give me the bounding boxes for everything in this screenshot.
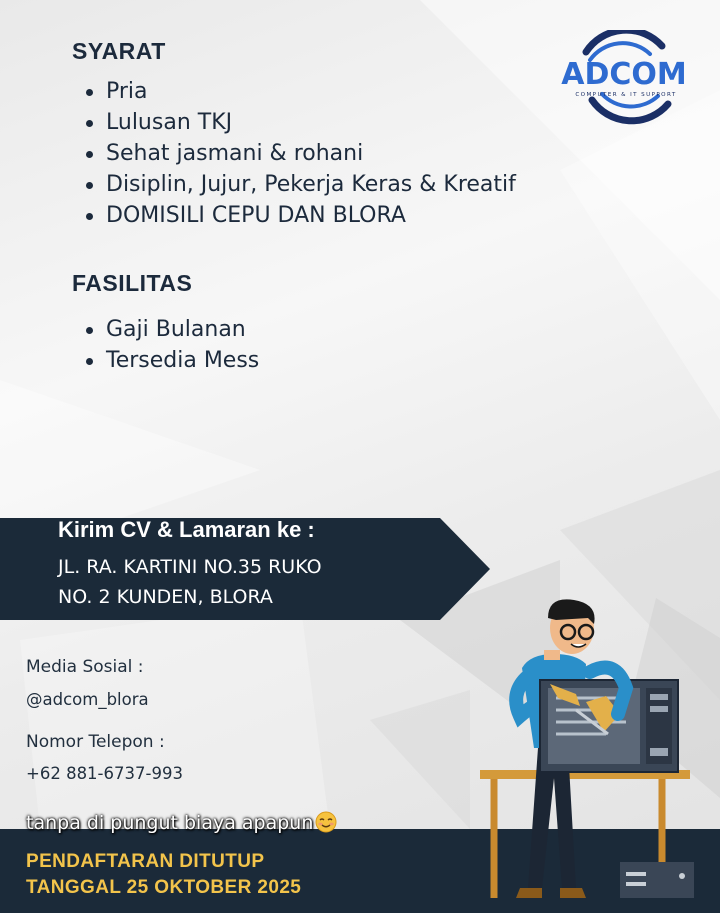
adcom-logo-icon — [546, 30, 702, 128]
facility-item: Tersedia Mess — [84, 345, 259, 376]
requirement-item: Sehat jasmani & rohani — [84, 138, 516, 169]
smiling-face-emoji-icon — [315, 811, 337, 833]
logo-tagline: COMPUTER & IT SUPPORT — [575, 92, 677, 98]
phone-label: Nomor Telepon : — [26, 732, 165, 752]
requirement-item: Pria — [84, 76, 516, 107]
phone-number[interactable]: +62 881-6737-993 — [26, 764, 183, 783]
closing-date-line: TANGGAL 25 OKTOBER 2025 — [26, 877, 302, 898]
free-note-text: tanpa di pungut biaya apapun — [26, 812, 314, 834]
cv-title: Kirim CV & Lamaran ke : — [58, 517, 315, 542]
facility-item: Gaji Bulanan — [84, 314, 259, 345]
technician-illustration — [476, 598, 720, 913]
requirements-list — [84, 76, 516, 231]
address-line-1: JL. RA. KARTINI NO.35 RUKO — [58, 556, 322, 578]
social-media-label: Media Sosial : — [26, 657, 144, 677]
social-media-handle[interactable]: @adcom_blora — [26, 690, 149, 709]
requirement-item: Disiplin, Jujur, Pekerja Keras & Kreatif — [84, 169, 516, 200]
address-line-2: NO. 2 KUNDEN, BLORA — [58, 586, 273, 608]
closing-line-1: PENDAFTARAN DITUTUP — [26, 851, 265, 872]
free-of-charge-note — [26, 811, 337, 834]
logo-name: ADCOM — [561, 57, 687, 92]
requirements-title: SYARAT — [72, 38, 166, 64]
facilities-title: FASILITAS — [72, 270, 193, 296]
facilities-list — [84, 314, 259, 376]
requirement-item: Lulusan TKJ — [84, 107, 516, 138]
requirement-item: DOMISILI CEPU DAN BLORA — [84, 200, 516, 231]
